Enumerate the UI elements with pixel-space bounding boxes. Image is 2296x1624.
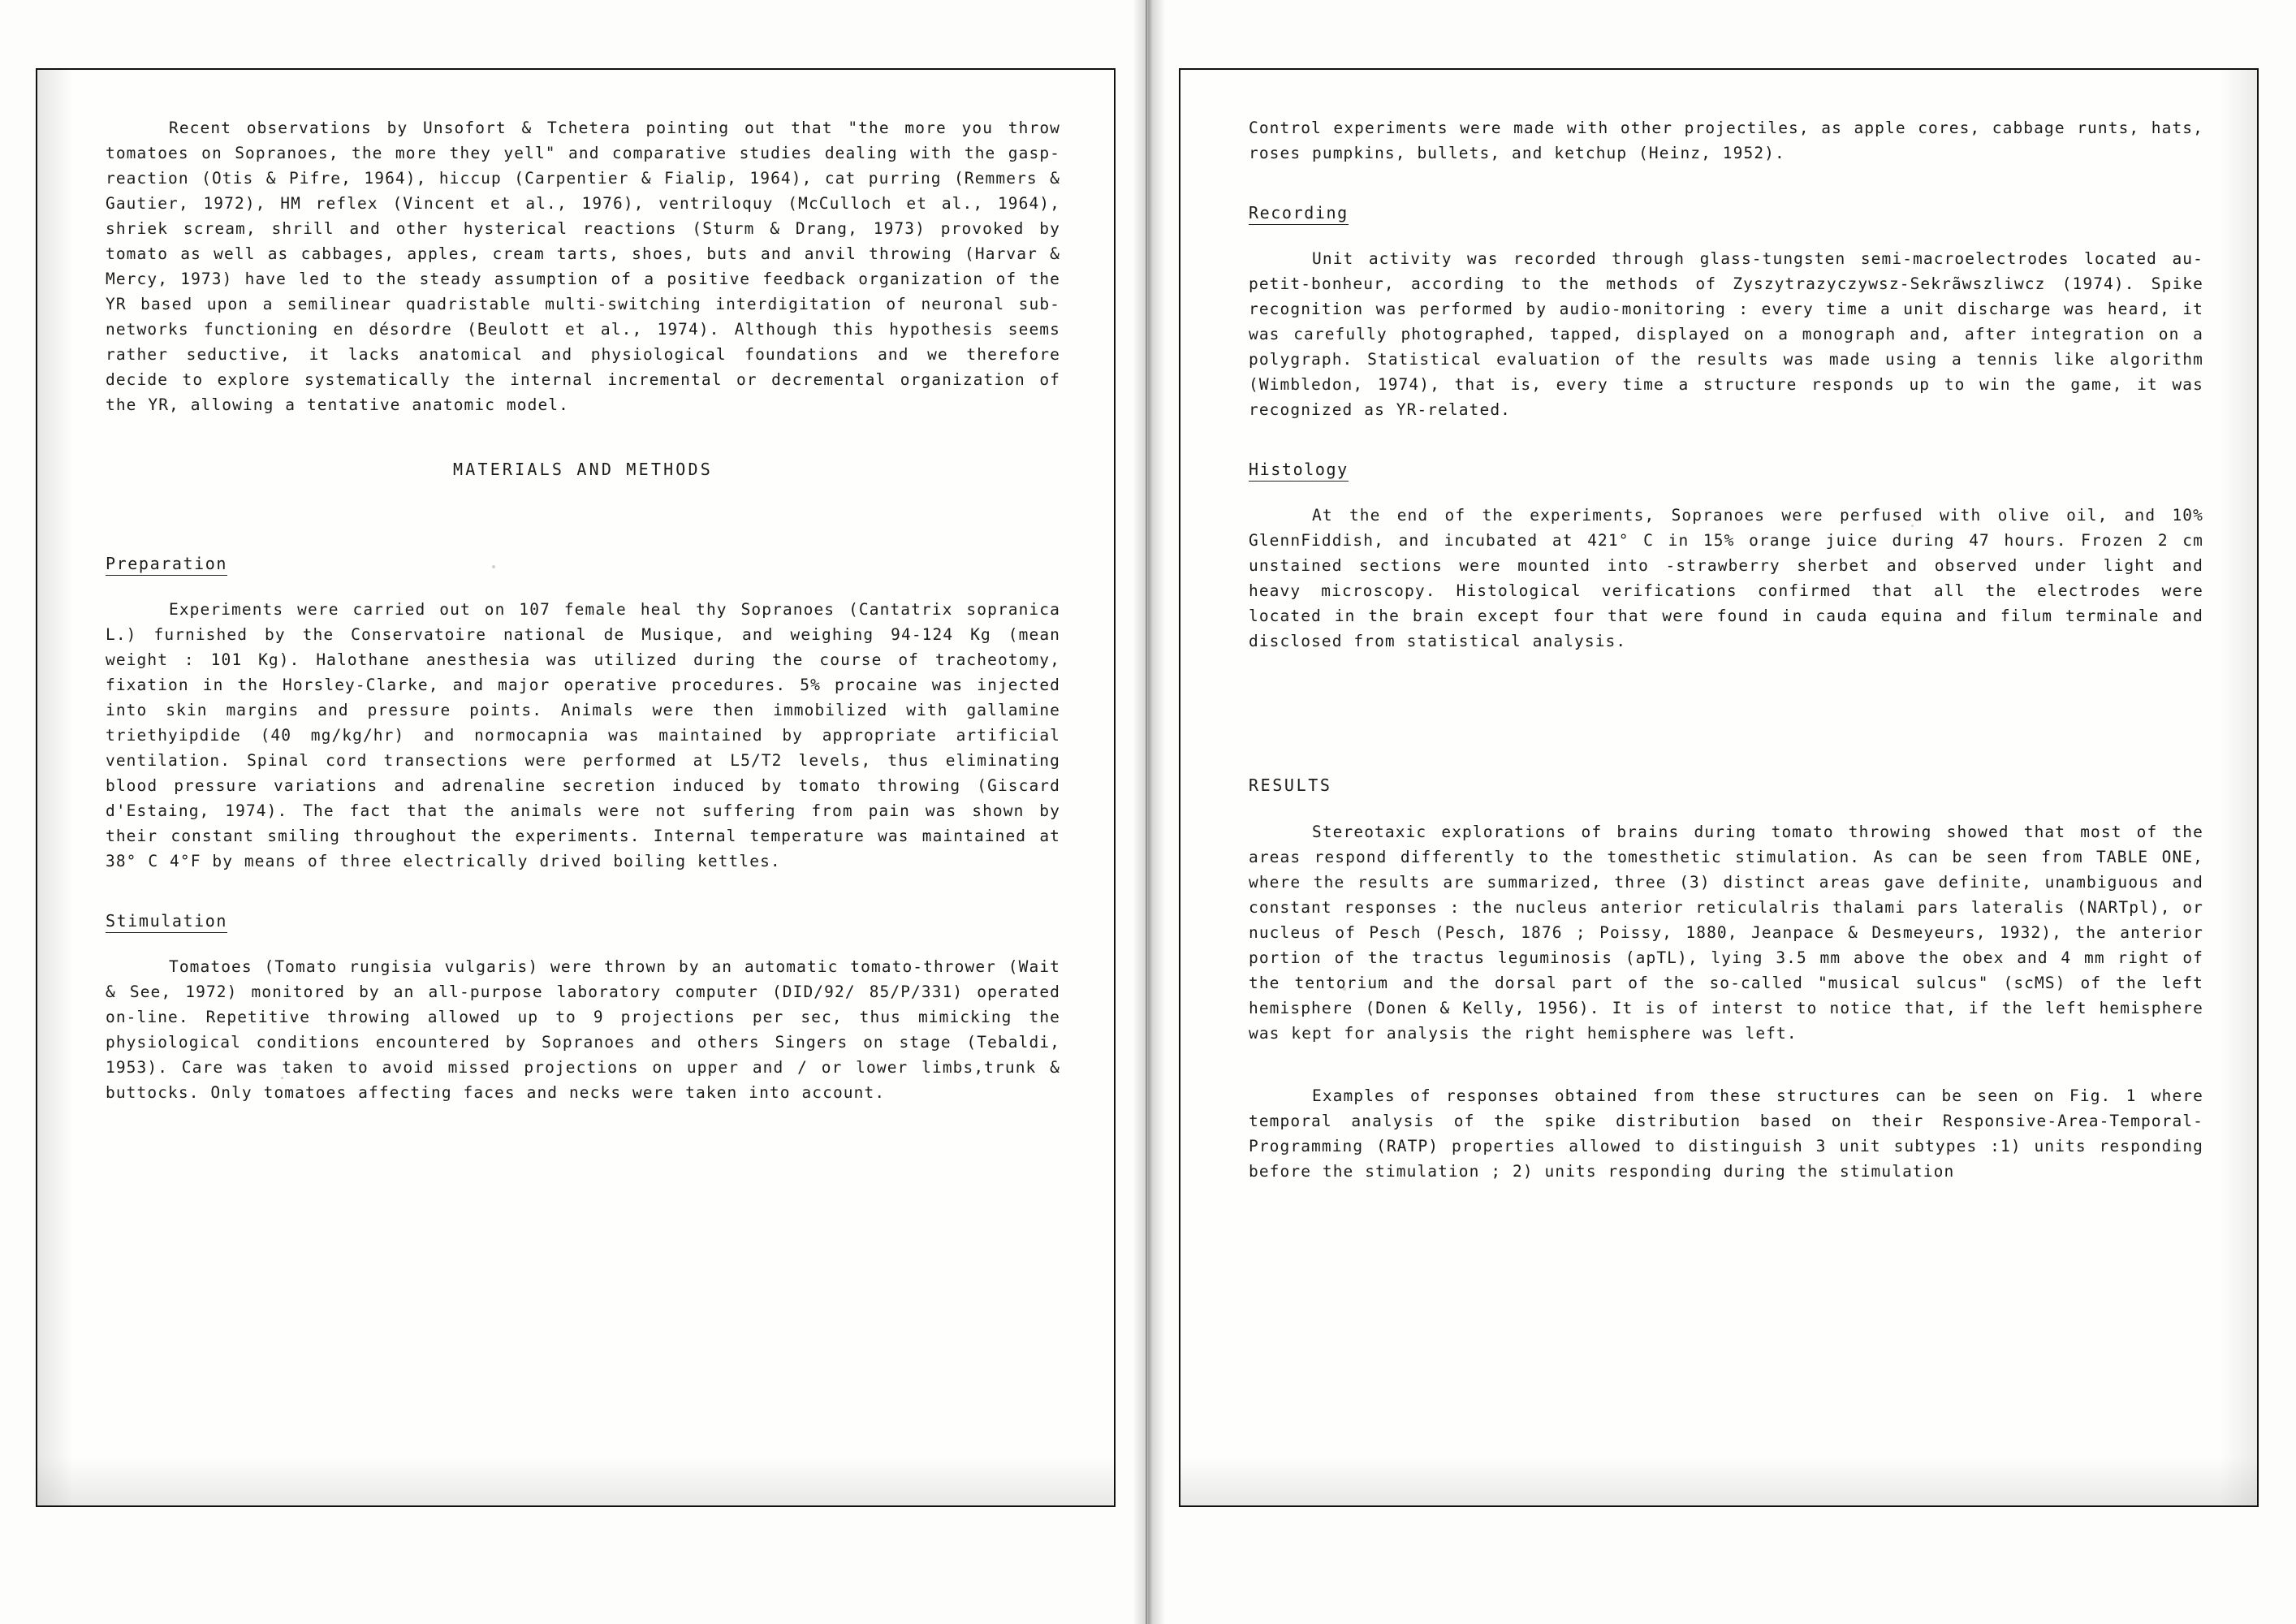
intro-paragraph: Recent observations by Unsofort & Tchetera pointing out that "the more you throw tomatoes on Sopranoes, the more they yell" and comparative studies dealing with the gasp-reaction (Otis & Pifre, 1964), hiccup (Carpentier & Fialip, 1964), cat purring (Remmers & Gautier, 1972), HM reflex (Vincent et al., 1976), ventriloquy (McCulloch et al., 1964), shriek scream, shrill and other hysterical reactions (Sturm & Drang, 1973) provoked by tomato as well as cabbages, apples, cream tarts, shoes, buts and anvil throwing (Harvar & Mercy, 1973) have led to the steady assumption of a positive feedback organization of the YR based upon a semilinear quadristable multi-switching interdigitation of neuronal sub-networks functioning en désordre (Beulott et al., 1974). Although this hypothesis seems rather seductive, it lacks anatomical and physiological foundations and we therefore decide to explore systematically the internal incremental or decremental organization of the YR, allowing a tentative anatomic model.: [106, 119, 1060, 414]
book-spine-line: [1146, 0, 1147, 1624]
scan-speck: [1911, 525, 1914, 527]
right-page: [1179, 68, 2259, 1507]
stimulation-paragraph: Tomatoes (Tomato rungisia vulgaris) were thrown by an automatic tomato-thrower (Wait & See, 1972) monitored by an all-purpose laboratory computer (DID/92/ 85/P/331) operated on-line. Repetitive throwing allowed up to 9 projections per sec, thus mimicking the physiological conditions encountered by Sopranoes and others Singers on stage (Tebaldi, 1953). Care was taken to avoid missed projections on upper and / or lower limbs,trunk & buttocks. Only tomatoes affecting faces and necks were taken into account.: [106, 957, 1060, 1102]
scan-speck: [281, 1077, 283, 1079]
page-edge-shading: [37, 70, 73, 1505]
preparation-paragraph: Experiments were carried out on 107 female heal thy Sopranoes (Cantatrix sopranica L.) furnished by the Conservatoire national de Musique, and weighing 94-124 Kg (mean weight : 101 Kg). Halothane anesthesia was utilized during the course of tracheotomy, fixation in the Horsley-Clarke, and major operative procedures. 5% procaine was injected into skin margins and pressure points. Animals were then immobilized with gallamine triethyipdide (40 mg/kg/hr) and normocapnia was maintained by appropriate artificial ventilation. Spinal cord transections were performed at L5/T2 levels, thus eliminating blood pressure variations and adrenaline secretion induced by tomato throwing (Giscard d'Estaing, 1974). The fact that the animals were not suffering from pain was shown by their constant smiling throughout the experiments. Internal temperature was maintained at 38° C 4°F by means of three electrically drived boiling kettles.: [106, 600, 1060, 870]
results-paragraph-2: Examples of responses obtained from these structures can be seen on Fig. 1 where temporal analysis of the spike distribution based on their Responsive-Area-Temporal-Programming (RATP) properties allowed to distinguish 3 unit subtypes :1) units responding before the stimulation ; 2) units responding during the stimulation: [1249, 1086, 2203, 1181]
book-gutter: [1133, 0, 1165, 1624]
left-page: [36, 68, 1116, 1507]
subheading-stimulation: Stimulation: [106, 911, 227, 933]
scan-speck: [492, 565, 495, 568]
subheading-recording: Recording: [1249, 203, 1349, 225]
histology-paragraph: At the end of the experiments, Sopranoes were perfused with olive oil, and 10% GlennFiddish, and incubated at 421° C in 15% orange juice during 47 hours. Frozen 2 cm unstained sections were mounted into -strawberry sherbet and observed under light and heavy microscopy. Histological verifications confirmed that all the electrodes were located in the brain except four that were found in cauda equina and filum terminale and disclosed from statistical analysis.: [1249, 506, 2203, 650]
spacer: [1249, 1046, 2203, 1083]
subheading-histology: Histology: [1249, 460, 1349, 482]
control-experiments-paragraph: Control experiments were made with other projectiles, as apple cores, cabbage runts, hats, roses pumpkins, bullets, and ketchup (Heinz, 1952).: [1249, 119, 2203, 162]
section-heading-results: RESULTS: [1249, 775, 1332, 795]
scan-speck: [1343, 987, 1346, 991]
section-heading-materials-and-methods: MATERIALS AND METHODS: [452, 460, 714, 479]
right-page-content: [1249, 115, 2203, 1489]
subheading-preparation: Preparation: [106, 554, 227, 576]
left-page-content: [106, 115, 1060, 1489]
spacer: [1249, 654, 2203, 732]
page-edge-shading: [2220, 70, 2257, 1505]
recording-paragraph: Unit activity was recorded through glass-tungsten semi-macroelectrodes located au-petit-bonheur, according to the methods of Zyszytrazyczywsz-Sekrãwszliwcz (1974). Spike recognition was performed by audio-monitoring : every time a unit discharge was heard, it was carefully photographed, tapped, displayed on a monograph and, after integration on a polygraph. Statistical evaluation of the results was made using a tennis like algorithm (Wimbledon, 1974), that is, every time a structure responds up to win the game, it was recognized as YR-related.: [1249, 249, 2203, 419]
results-paragraph-1: Stereotaxic explorations of brains during tomato throwing showed that most of the areas respond differently to the tomesthetic stimulation. As can be seen from TABLE ONE, where the results are summarized, three (3) distinct areas gave definite, unambiguous and constant responses : the nucleus anterior reticulalris thalami pars lateralis (NARTpl), or nucleus of Pesch (Pesch, 1876 ; Poissy, 1880, Jeanpace & Desmeyeurs, 1932), the anterior portion of the tractus leguminosis (apTL), lying 3.5 mm above the obex and 4 mm right of the tentorium and the dorsal part of the so-called "musical sulcus" (scMS) of the left hemisphere (Donen & Kelly, 1956). It is of interst to notice that, if the left hemisphere was kept for analysis the right hemisphere was left.: [1249, 823, 2203, 1043]
